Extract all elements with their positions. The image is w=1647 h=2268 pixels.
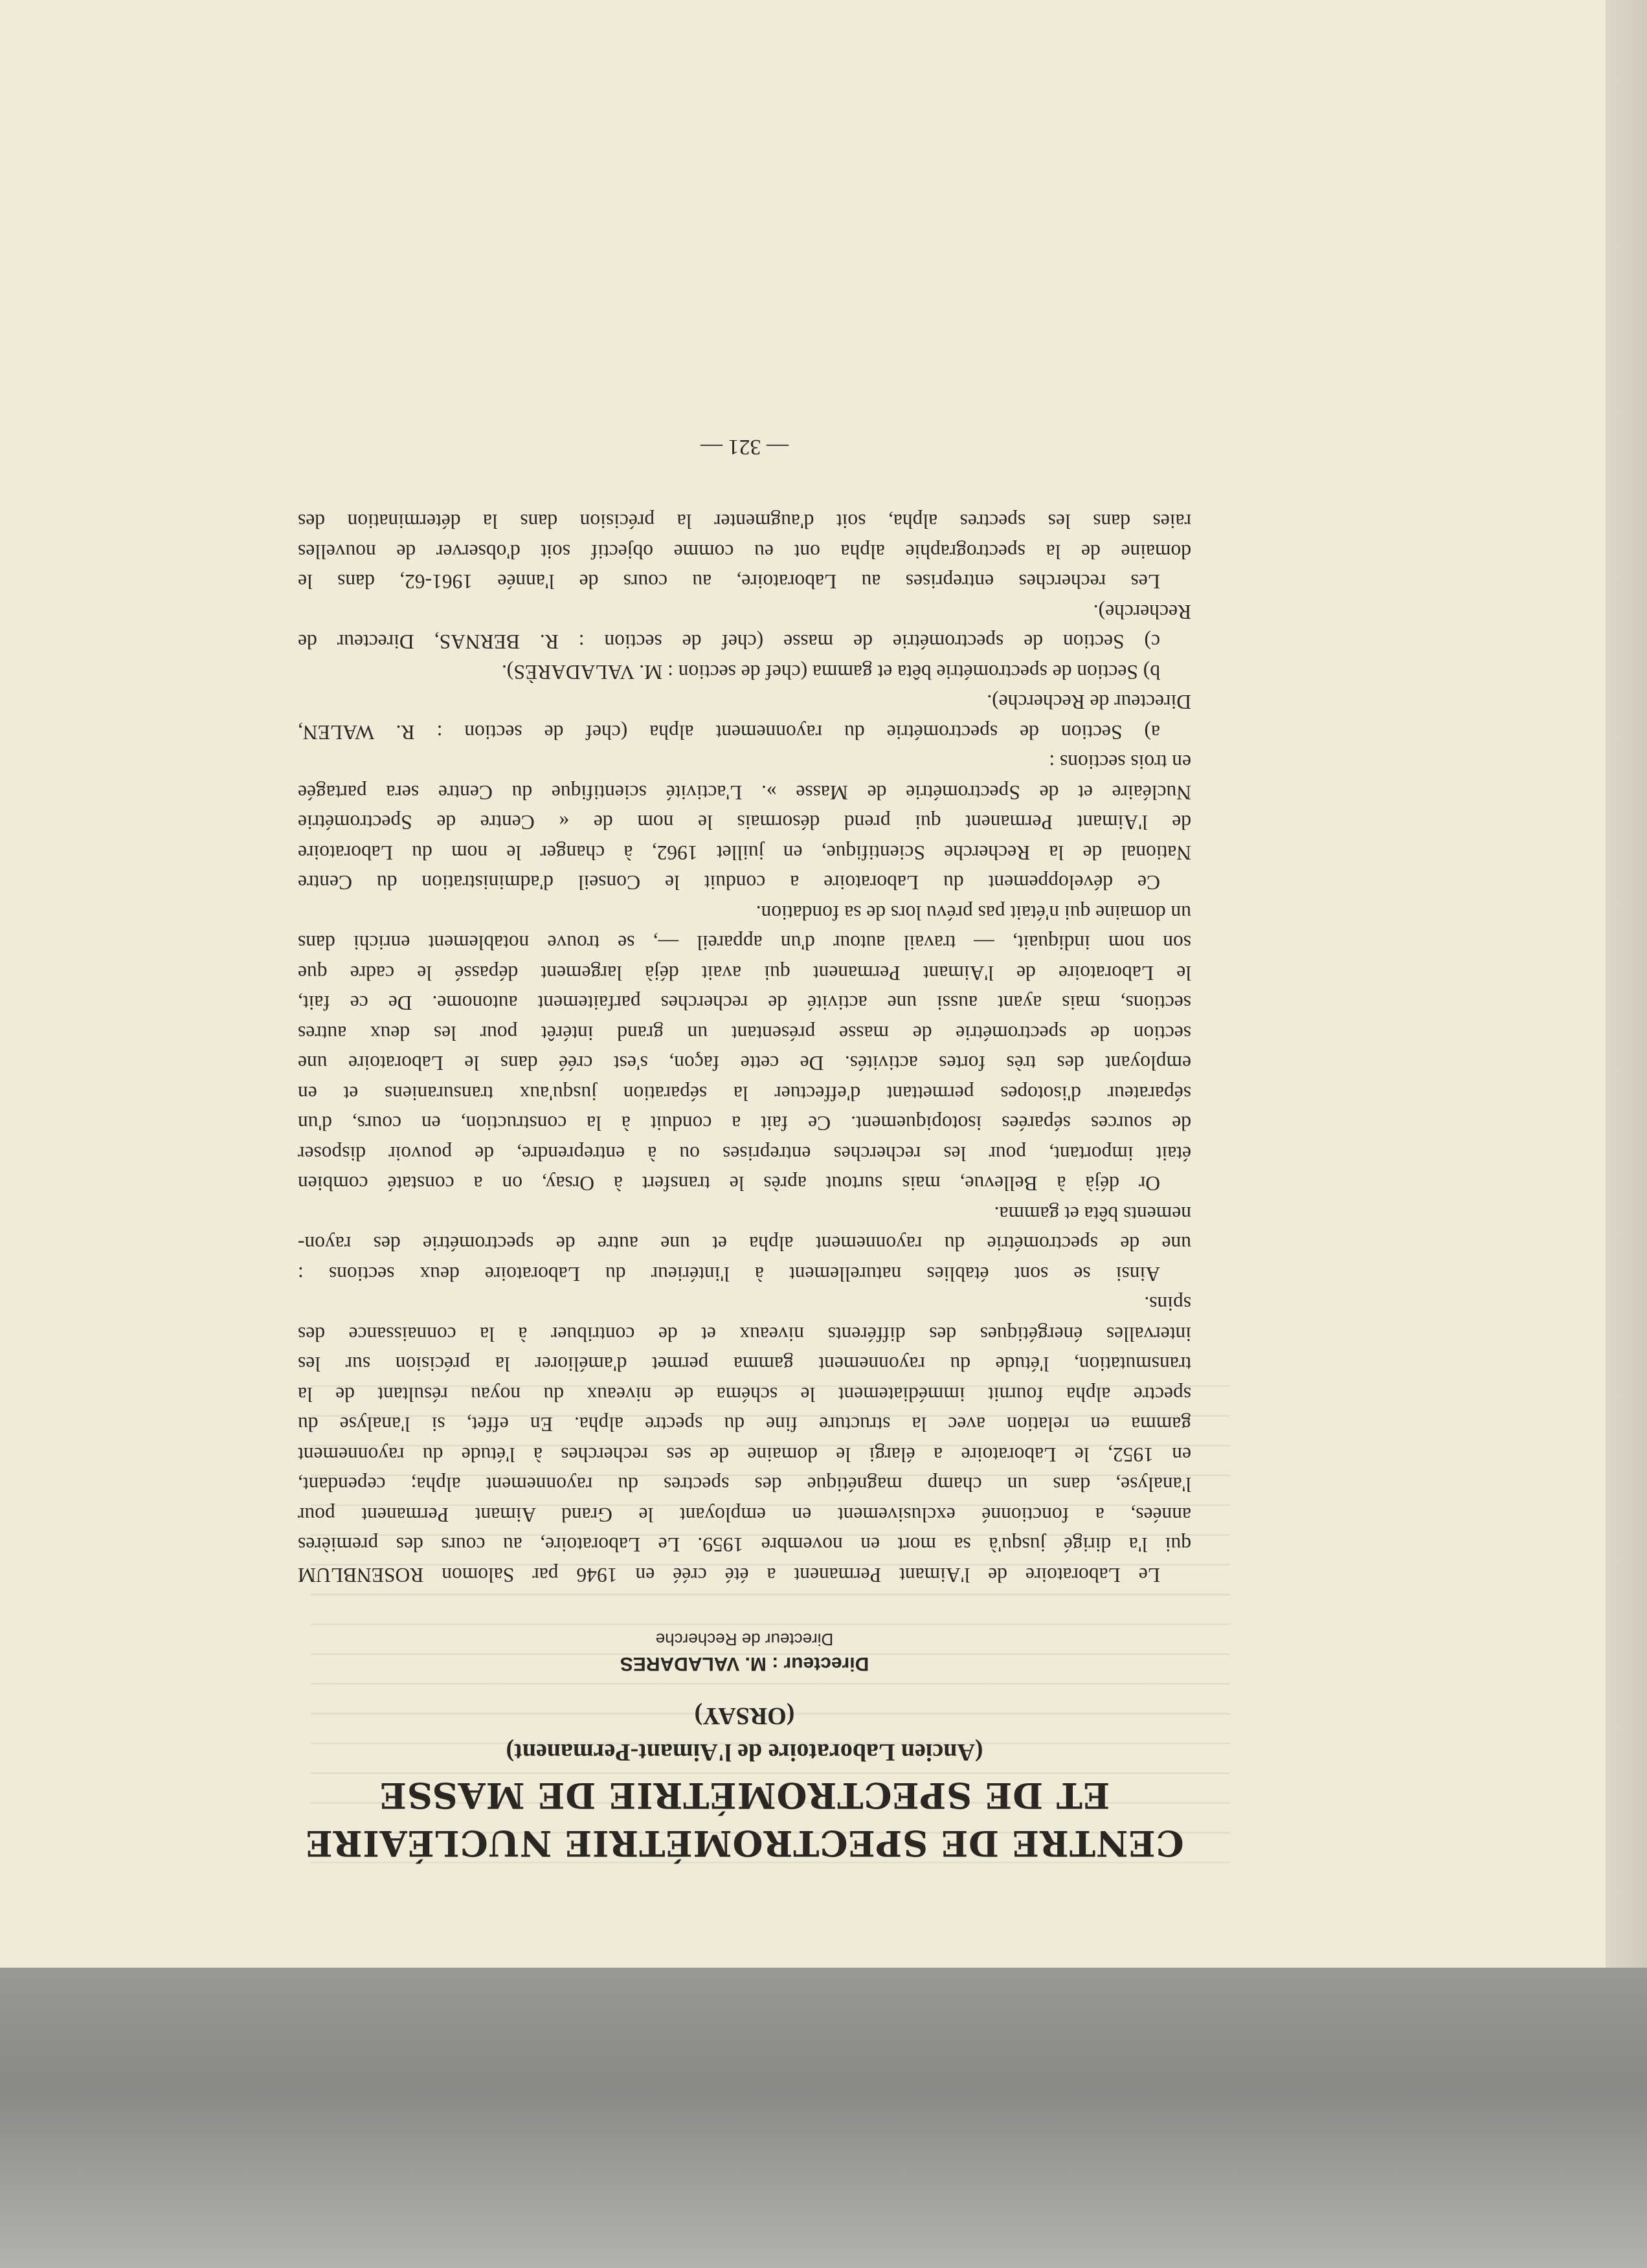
text-line: transmutation, l'étude du rayonnement gamma permet d'améliorer la précision sur les [298, 1353, 1191, 1376]
text-line: Ainsi se sont établies naturellement à l'intérieur du Laboratoire deux sections : [298, 1263, 1160, 1285]
paragraph [298, 1289, 1191, 1590]
paragraph [298, 747, 1191, 898]
text-line: Les recherches entreprises au Laboratoire, au cours de l'année 1961-62, dans le [298, 570, 1160, 594]
page-content [298, 220, 1191, 1864]
text-line: le Laboratoire de l'Aimant Permanent qui avait déjà largement dépassé le cadre que [298, 962, 1191, 984]
text-line: sections, mais ayant aussi une activité de recherches parfaitement autonome. De ce fait, [298, 992, 1191, 1015]
scanner-bed [0, 1968, 1647, 2268]
text-line: l'analyse, dans un champ magnétique des spectres du rayonnement alpha; cependant, [298, 1473, 1191, 1496]
paragraph [298, 506, 1191, 597]
text-line: en 1952, le Laboratoire a élargi le domaine de ses recherches à l'étude du rayonnement [298, 1443, 1191, 1466]
paragraph [298, 687, 1191, 747]
text-line: de sources séparées isotopiquement. Ce fait a conduit à la construction, en cours, d'un [298, 1112, 1191, 1135]
paragraph [298, 1199, 1191, 1289]
text-line: b) Section de spectrométrie bêta et gamma (chef de section : M. VALADARÈS). [501, 661, 1160, 684]
text-line: Ce développement du Laboratoire a conduit le Conseil d'administration du Centre [298, 871, 1160, 895]
text-line: Directeur de Recherche). [987, 691, 1191, 714]
text-line: raies dans les spectres alpha, soit d'augmenter la précision dans la détermination des [298, 510, 1191, 533]
title-line-1: CENTRE DE SPECTROMÉTRIE NUCLÉAIRE [305, 1823, 1184, 1864]
text-line: Le Laboratoire de l'Aimant Permanent a été créé en 1946 par Salomon ROSENBLUM [298, 1564, 1160, 1586]
text-line: domaine de la spectrographie alpha ont eu comme objectif soit d'observer de nouvelles [298, 540, 1191, 563]
text-line: Or déjà à Bellevue, mais surtout après le transfert à Orsay, on a constaté combien [298, 1172, 1160, 1195]
text-line: Recherche). [1093, 601, 1191, 623]
text-line: nements bêta et gamma. [994, 1203, 1191, 1225]
text-line: section de spectrométrie de masse présentant un grand intérêt pour les deux autres [298, 1022, 1191, 1045]
text-line: intervalles énergétiques des différents niveaux et de contribuer à la connaissance des [298, 1323, 1191, 1346]
text-line: qui l'a dirigé jusqu'à sa mort en novembre 1959. Le Laboratoire, au cours des premières [298, 1533, 1191, 1557]
text-line: c) Section de spectrométrie de masse (chef de section : R. BERNAS, Directeur de [298, 630, 1160, 654]
text-line: National de la Recherche Scientifique, en juillet 1962, à changer le nom du Laboratoire [298, 841, 1191, 864]
text-line: années, a fonctionné exclusivement en employant le Grand Aimant Permanent pour [298, 1504, 1191, 1526]
text-line: gamma en relation avec la structure fine du spectre alpha. En effet, si l'analyse du [298, 1413, 1191, 1436]
paragraph [298, 657, 1191, 687]
subtitle: (Ancien Laboratoire de l'Aimant-Permanent) [506, 1739, 983, 1766]
text-line: une de spectrométrie du rayonnement alpha et une autre de spectrométrie des rayon- [298, 1232, 1191, 1256]
title-line-2: ET DE SPECTROMÉTRIE DE MASSE [379, 1775, 1110, 1816]
text-line: spins. [1144, 1293, 1191, 1316]
director-role: Directeur de Recherche [655, 1630, 834, 1649]
page-number: — 321 — [700, 435, 789, 459]
text-line: employant des très fortes activités. De cette façon, s'est créé dans le Laboratoire une [298, 1052, 1191, 1075]
page-edge [1606, 0, 1647, 1968]
text-line: de l'Aimant Permanent qui prend désormais le nom de « Centre de Spectrométrie [298, 811, 1191, 834]
paragraph [298, 898, 1191, 1199]
text-line: spectre alpha fournit immédiatement le schéma de niveaux du noyau résultant de la [298, 1383, 1191, 1406]
text-line: son nom indiquait, — travail autour d'un appareil —, se trouve notablement enrichi dans [298, 931, 1191, 955]
text-line: séparateur d'isotopes permettant d'effectuer la séparation jusqu'aux transuraniens et en [298, 1082, 1191, 1105]
paragraph [298, 597, 1191, 657]
text-line: en trois sections : [1049, 751, 1191, 774]
text-line: a) Section de spectrométrie du rayonnement alpha (chef de section : R. WALEN, [298, 721, 1160, 744]
director-name: Directeur : M. VALADARES [620, 1653, 869, 1674]
text-line: était important, pour les recherches entreprises ou à entreprendre, de pouvoir disposer [298, 1142, 1191, 1165]
location: (ORSAY) [694, 1702, 795, 1729]
text-line: un domaine qui n'était pas prévu lors de sa fondation. [756, 902, 1191, 924]
text-line: Nucléaire et de Spectrométrie de Masse ». L'activité scientifique du Centre sera partagée [298, 781, 1191, 804]
body-text [298, 506, 1191, 1590]
